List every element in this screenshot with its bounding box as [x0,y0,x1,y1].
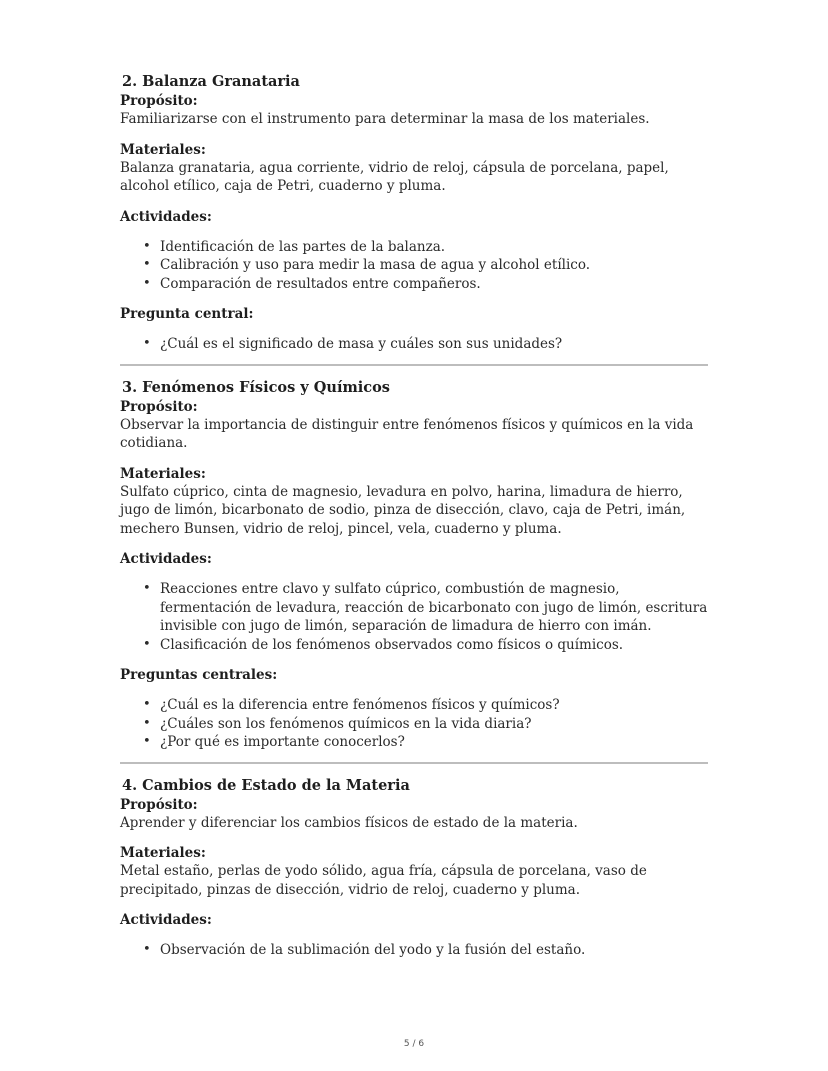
bullet-icon: • [143,257,151,272]
proposito-text: Aprender y diferenciar los cambios físicos de estado de la materia. [120,814,578,831]
actividades-label: Actividades: [120,551,212,567]
bullet-icon: • [143,238,151,254]
preguntas-label: Preguntas centrales: [120,667,278,683]
section-title: 2. Balanza Granataria [122,73,300,90]
list-item: • Reacciones entre clavo y sulfato cúprico, combustión de magnesio, fermentación de levadura, reacción de bicarbonato con jugo de limón, escritura invisible con jugo de limón, separación de limadura de hierro con imán. [143,581,708,634]
materiales-label: Materiales: [120,465,206,482]
list-item: • Observación de la sublimación del yodo y la fusión del estaño. [143,942,586,958]
section-title: 4. Cambios de Estado de la Materia [122,776,410,794]
list-item: • Comparación de resultados entre compañeros. [143,275,481,292]
preguntas-list [120,335,708,354]
section-title: 3. Fenómenos Físicos y Químicos [122,378,390,396]
page-indicator: 5 / 6 [403,1039,425,1049]
bullet-icon: • [143,336,151,351]
preguntas-label: Pregunta central: [120,306,254,322]
actividades-list [120,238,708,294]
proposito-text: Familiarizarse con el instrumento para determinar la masa de los materiales. [120,111,650,127]
list-item: • Identificación de las partes de la balanza. [143,238,446,255]
section-divider [120,762,708,764]
bullet-icon: • [143,636,151,652]
materiales-text: Metal estaño, perlas de yodo sólido, agua fría, cápsula de porcelana, vaso de precipitado, pinzas de disección, vidrio de reloj, cuaderno y pluma. [120,863,647,898]
section-fenomenos-fisicos-quimicos [120,378,708,752]
bullet-icon: • [143,715,151,731]
proposito-text: Observar la importancia de distinguir entre fenómenos físicos y químicos en la vida cotidiana. [120,416,694,451]
actividades-list [120,580,708,654]
list-item: • Clasificación de los fenómenos observados como físicos o químicos. [143,636,624,653]
list-item: • ¿Cuáles son los fenómenos químicos en la vida diaria? [143,715,532,732]
bullet-icon: • [143,942,151,957]
bullet-icon: • [143,581,151,596]
list-item: • ¿Cuál es la diferencia entre fenómenos físicos y químicos? [143,697,560,713]
actividades-label: Actividades: [120,208,212,225]
proposito-label: Propósito: [120,398,198,415]
bullet-icon: • [143,697,151,712]
materiales-text: Sulfato cúprico, cinta de magnesio, levadura en polvo, harina, limadura de hierro, jugo de limón, bicarbonato de sodio, pinza de disección, clavo, caja de Petri, imán, mechero Bunsen, vidrio de reloj, pincel, vela, cuaderno y pluma. [120,483,686,537]
list-item: • ¿Por qué es importante conocerlos? [143,734,405,750]
preguntas-list [120,696,708,752]
section-cambios-de-estado [120,776,708,960]
section-balanza-granataria [120,72,708,354]
actividades-label: Actividades: [120,912,212,928]
bullet-icon: • [143,734,151,749]
materiales-label: Materiales: [120,845,206,861]
proposito-label: Propósito: [120,93,198,109]
bullet-icon: • [143,275,151,291]
materiales-text: Balanza granataria, agua corriente, vidrio de reloj, cápsula de porcelana, papel, alcohol etílico, caja de Petri, cuaderno y pluma. [120,159,669,194]
list-item: • Calibración y uso para medir la masa de agua y alcohol etílico. [143,257,591,273]
materiales-label: Materiales: [120,141,206,158]
section-divider [120,364,708,366]
list-item: • ¿Cuál es el significado de masa y cuáles son sus unidades? [143,336,563,352]
document-page [120,72,708,972]
proposito-label: Propósito: [120,796,198,813]
actividades-list [120,941,708,960]
